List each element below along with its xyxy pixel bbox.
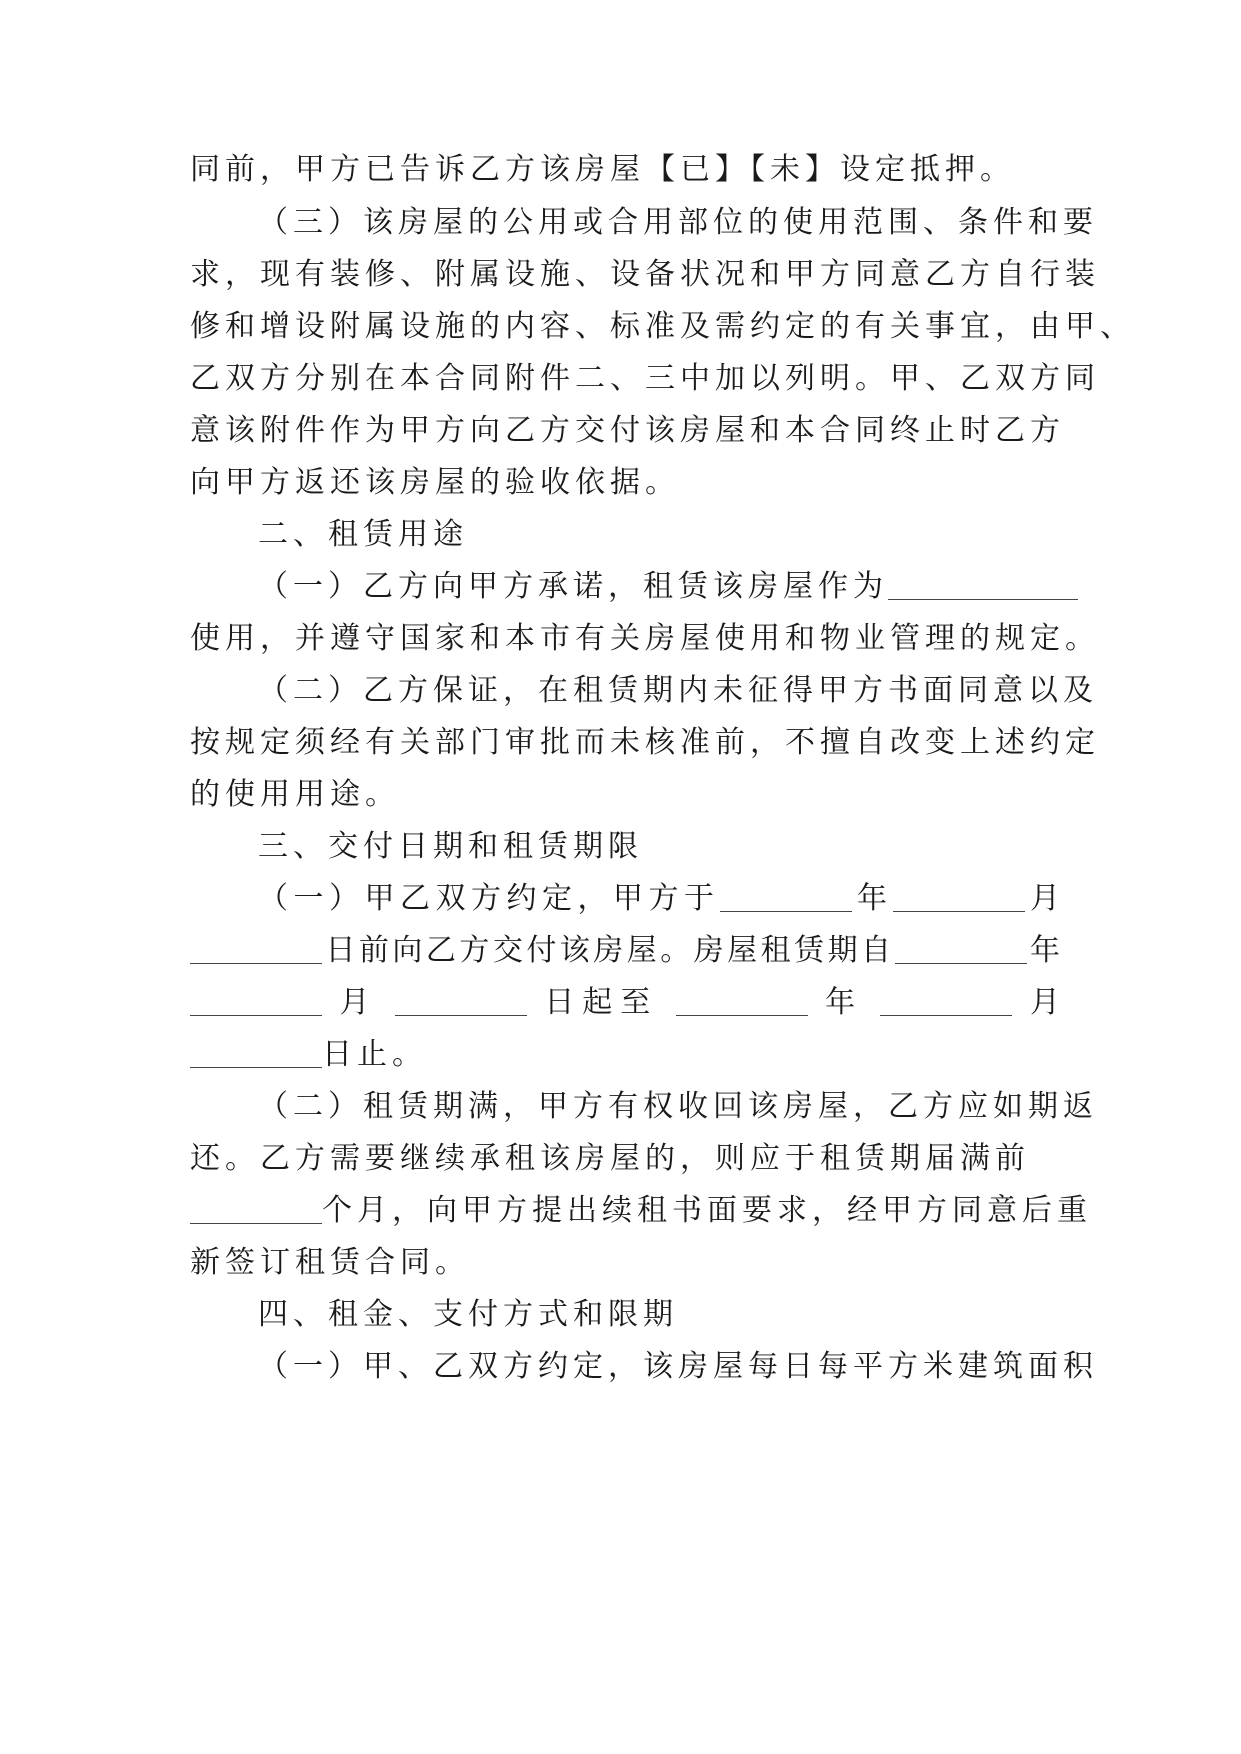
- paragraph-line: 同前，甲方已告诉乙方该房屋【已】【未】设定抵押。: [190, 152, 1015, 187]
- paragraph-line: （二）乙方保证，在租赁期内未征得甲方书面同意以及: [258, 673, 1098, 708]
- paragraph-line: 新签订租赁合同。: [190, 1245, 470, 1280]
- paragraph-line: （二）租赁期满，甲方有权收回该房屋，乙方应如期返: [258, 1089, 1098, 1124]
- paragraph-line: 使用，并遵守国家和本市有关房屋使用和物业管理的规定。: [190, 621, 1100, 656]
- paragraph-line: 向甲方返还该房屋的验收依据。: [190, 465, 680, 500]
- line-text: 月: [1024, 881, 1060, 916]
- section-heading: 三、交付日期和租赁期限: [258, 829, 643, 864]
- paragraph-line: [190, 931, 1060, 971]
- line-text: 年: [825, 985, 864, 1020]
- paragraph-line: 的使用用途。: [190, 777, 400, 812]
- paragraph-line: （三）该房屋的公用或合用部位的使用范围、条件和要: [258, 205, 1098, 240]
- line-text: 年: [1026, 933, 1061, 968]
- paragraph-line: [190, 983, 1060, 1023]
- line-text: 年: [851, 881, 893, 916]
- paragraph-line: [258, 879, 1060, 919]
- line-text: 日前向乙方交付该房屋。房屋租赁期自: [322, 933, 895, 968]
- fill-in-blank[interactable]: [190, 933, 322, 964]
- line-text: （一）乙方向甲方承诺，租赁该房屋作为: [258, 569, 888, 604]
- section-heading: 四、租金、支付方式和限期: [258, 1297, 678, 1332]
- line-text: （一）甲乙双方约定，甲方于: [258, 881, 720, 916]
- section-heading: 二、租赁用途: [258, 517, 468, 552]
- paragraph-line: [258, 567, 1060, 607]
- paragraph-line: 按规定须经有关部门审批而未核准前，不擅自改变上述约定: [190, 725, 1100, 760]
- line-text: 个月，向甲方提出续租书面要求，经甲方同意后重: [322, 1193, 1092, 1228]
- line-text: 日起至: [544, 985, 659, 1020]
- line-text: 日止。: [322, 1037, 427, 1072]
- fill-in-blank[interactable]: [676, 985, 808, 1016]
- fill-in-blank[interactable]: [190, 985, 322, 1016]
- fill-in-blank[interactable]: [880, 985, 1012, 1016]
- fill-in-blank[interactable]: [190, 1037, 322, 1068]
- fill-in-blank[interactable]: [895, 933, 1027, 964]
- fill-in-blank[interactable]: [888, 569, 1078, 600]
- paragraph-line: 修和增设附属设施的内容、标准及需约定的有关事宜，由甲、: [190, 309, 1135, 344]
- paragraph-line: 还。乙方需要继续承租该房屋的，则应于租赁期届满前: [190, 1141, 1030, 1176]
- fill-in-blank[interactable]: [893, 881, 1025, 912]
- fill-in-blank[interactable]: [395, 985, 527, 1016]
- paragraph-line: 意该附件作为甲方向乙方交付该房屋和本合同终止时乙方: [190, 413, 1065, 448]
- fill-in-blank[interactable]: [720, 881, 852, 912]
- paragraph-line: （一）甲、乙双方约定，该房屋每日每平方米建筑面积: [258, 1349, 1098, 1384]
- paragraph-line: [190, 1035, 1060, 1075]
- paragraph-line: 求，现有装修、附属设施、设备状况和甲方同意乙方自行装: [190, 257, 1100, 292]
- fill-in-blank[interactable]: [190, 1193, 322, 1224]
- line-text: 月: [339, 985, 378, 1020]
- paragraph-line: [190, 1191, 1092, 1231]
- paragraph-line: 乙双方分别在本合同附件二、三中加以列明。甲、乙双方同: [190, 361, 1100, 396]
- line-text: 月: [1029, 985, 1060, 1020]
